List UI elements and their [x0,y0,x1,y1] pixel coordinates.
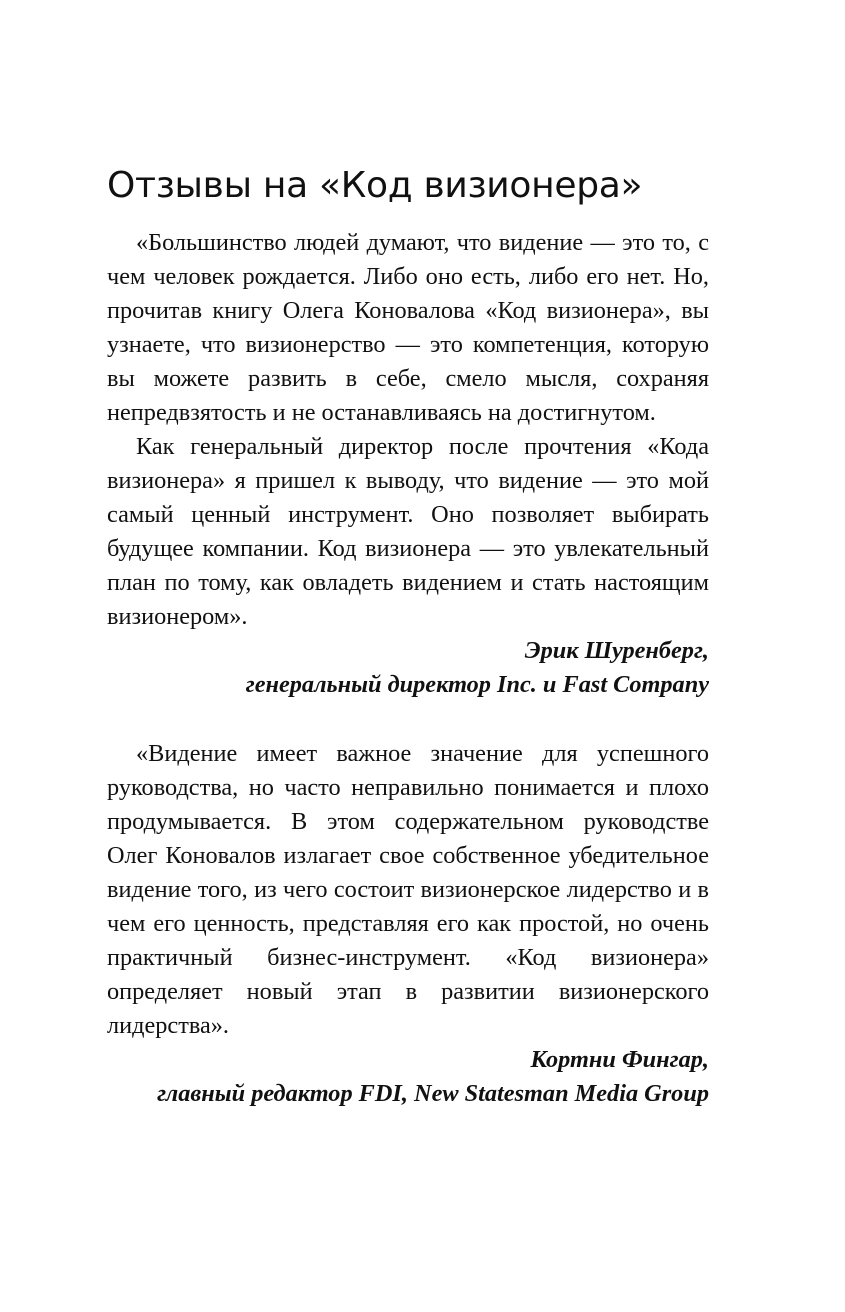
review-2-author: Кортни Фингар, [530,1046,709,1073]
review-separator [107,702,709,737]
review-2-paragraph-1: «Видение имеет важное значение для успешного руководства, но часто неправильно понимается и плохо продумывается. В этом содержательном руководстве Олег Коновалов излагает свое собственное убедительное видение того, из чего состоит визионерское лидерство и в чем его ценность, представляя его как простой, но очень практичный бизнес-инструмент. «Код визионера» определяет новый этап в развитии визионерского лидерства». [107,740,709,1039]
review-1-paragraph-1: «Большинство людей думают, что видение — это то, с чем человек рождается. Либо оно есть, либо его нет. Но, прочитав книгу Олега Коновалова «Код визионера», вы узнаете, что визионерство — это компетенция, которую вы можете развить в себе, смело мысля, сохраняя непредвзятость и не останавливаясь на достигнутом. [107,229,709,426]
review-1-paragraph-2: Как генеральный директор после прочтения «Кода визионера» я пришел к выводу, что видение — это мой самый ценный инструмент. Оно позволяет выбирать будущее компании. Код визионера — это увлекательный план по тому, как овладеть видением и стать настоящим визионером». [107,433,709,630]
review-2 [107,737,709,1111]
page [107,158,709,1111]
review-2-author-role: главный редактор FDI, New Statesman Media Group [157,1080,709,1107]
review-1-author-role: генеральный директор Inc. и Fast Company [245,671,709,698]
page-title: Отзывы на «Код визионера» [107,165,643,206]
review-1 [107,226,709,702]
review-1-author: Эрик Шуренберг, [524,637,709,664]
